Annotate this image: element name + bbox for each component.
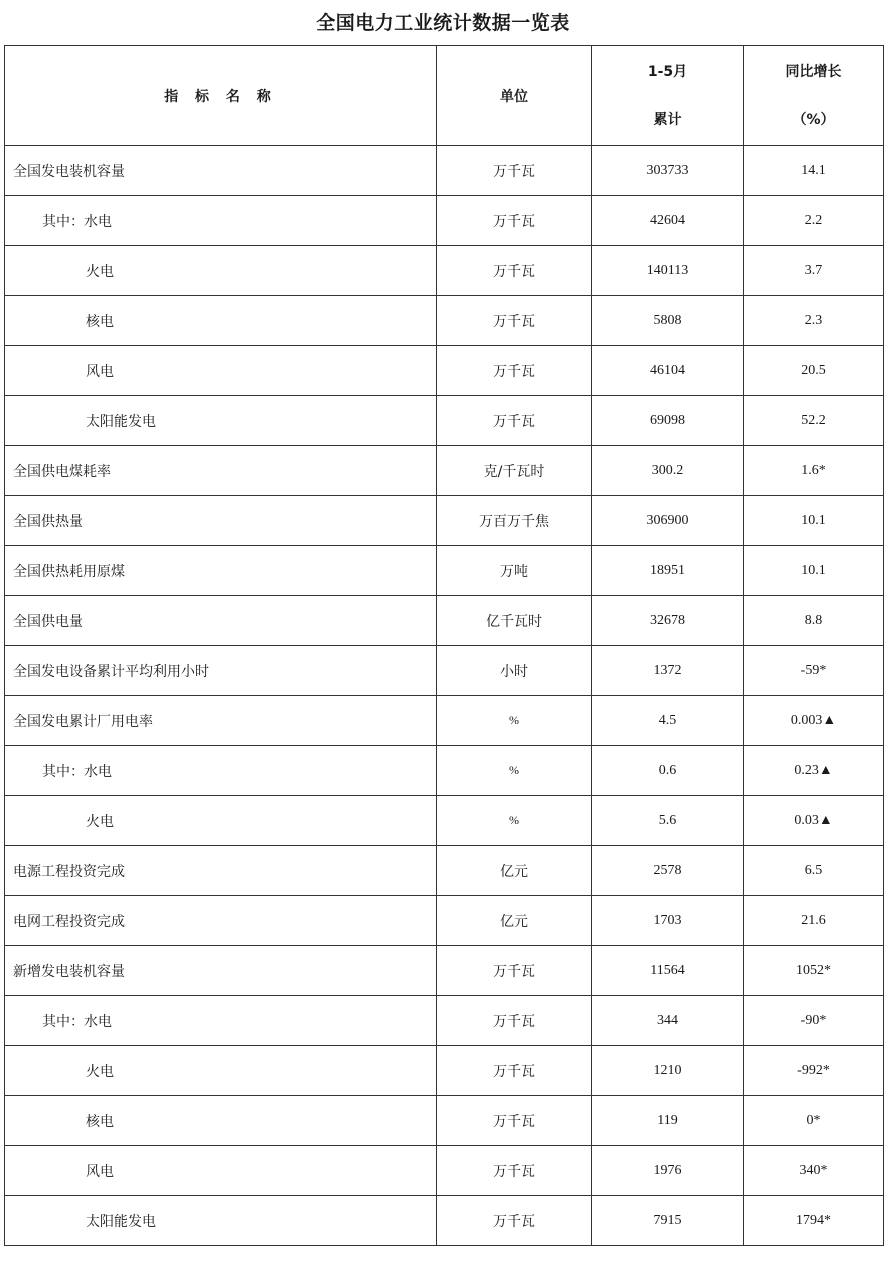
row-cumulative-value: 303733 — [592, 146, 744, 196]
table-row — [5, 246, 884, 296]
row-cumulative-value: 69098 — [592, 396, 744, 446]
row-indicator-name: 太阳能发电 — [5, 1196, 437, 1246]
row-indicator-name: 全国供热耗用原煤 — [5, 546, 437, 596]
row-cumulative-value: 7915 — [592, 1196, 744, 1246]
row-unit: 万千瓦 — [437, 146, 592, 196]
table-row — [5, 396, 884, 446]
table-row — [5, 596, 884, 646]
row-unit: 万千瓦 — [437, 1046, 592, 1096]
row-cumulative-value: 11564 — [592, 946, 744, 996]
table-row — [5, 746, 884, 796]
row-unit: 万百万千焦 — [437, 496, 592, 546]
table-row — [5, 446, 884, 496]
header-indicator-name: 指 标 名 称 — [5, 46, 437, 146]
row-indicator-name: 核电 — [5, 296, 437, 346]
row-cumulative-value: 1703 — [592, 896, 744, 946]
row-yoy-growth: 1052* — [744, 946, 884, 996]
header-period — [592, 46, 744, 146]
row-yoy-growth: 1794* — [744, 1196, 884, 1246]
row-yoy-growth: -90* — [744, 996, 884, 1046]
table-row — [5, 296, 884, 346]
row-yoy-growth: 3.7 — [744, 246, 884, 296]
row-indicator-name: 电源工程投资完成 — [5, 846, 437, 896]
row-indicator-name: 火电 — [5, 796, 437, 846]
row-indicator-name: 全国供电煤耗率 — [5, 446, 437, 496]
row-yoy-growth: 20.5 — [744, 346, 884, 396]
row-yoy-growth: -992* — [744, 1046, 884, 1096]
row-indicator-name: 全国供热量 — [5, 496, 437, 546]
row-indicator-name: 火电 — [5, 246, 437, 296]
row-indicator-name: 核电 — [5, 1096, 437, 1146]
row-indicator-name: 太阳能发电 — [5, 396, 437, 446]
row-yoy-growth: 1.6* — [744, 446, 884, 496]
row-indicator-name: 风电 — [5, 1146, 437, 1196]
row-unit: 万千瓦 — [437, 996, 592, 1046]
row-unit: 克/千瓦时 — [437, 446, 592, 496]
row-cumulative-value: 306900 — [592, 496, 744, 546]
table-row — [5, 196, 884, 246]
table-row — [5, 1146, 884, 1196]
row-yoy-growth: 0.03▲ — [744, 796, 884, 846]
row-unit: % — [437, 746, 592, 796]
row-unit: 万千瓦 — [437, 1146, 592, 1196]
row-cumulative-value: 119 — [592, 1096, 744, 1146]
row-cumulative-value: 46104 — [592, 346, 744, 396]
row-indicator-name: 其中：水电 — [5, 996, 437, 1046]
table-row — [5, 496, 884, 546]
header-unit: 单位 — [437, 46, 592, 146]
row-unit: 亿千瓦时 — [437, 596, 592, 646]
row-unit: 万千瓦 — [437, 946, 592, 996]
row-yoy-growth: 6.5 — [744, 846, 884, 896]
row-cumulative-value: 300.2 — [592, 446, 744, 496]
row-unit: 万千瓦 — [437, 1196, 592, 1246]
header-yoy — [744, 46, 884, 146]
row-indicator-name: 全国发电累计厂用电率 — [5, 696, 437, 746]
row-yoy-growth: 2.3 — [744, 296, 884, 346]
row-unit: 万千瓦 — [437, 246, 592, 296]
row-yoy-growth: 10.1 — [744, 496, 884, 546]
row-unit: % — [437, 796, 592, 846]
table-row — [5, 546, 884, 596]
row-indicator-name: 新增发电装机容量 — [5, 946, 437, 996]
table-row — [5, 1096, 884, 1146]
row-cumulative-value: 1210 — [592, 1046, 744, 1096]
row-yoy-growth: 14.1 — [744, 146, 884, 196]
row-unit: 小时 — [437, 646, 592, 696]
row-unit: 亿元 — [437, 846, 592, 896]
row-unit: 万千瓦 — [437, 1096, 592, 1146]
table-row — [5, 946, 884, 996]
row-cumulative-value: 5.6 — [592, 796, 744, 846]
table-header-row — [5, 46, 884, 146]
row-unit: 万千瓦 — [437, 196, 592, 246]
row-yoy-growth: 340* — [744, 1146, 884, 1196]
row-cumulative-value: 344 — [592, 996, 744, 1046]
header-period-line2: 累计 — [653, 111, 682, 128]
row-yoy-growth: 21.6 — [744, 896, 884, 946]
table-row — [5, 796, 884, 846]
row-cumulative-value: 32678 — [592, 596, 744, 646]
row-unit: 万吨 — [437, 546, 592, 596]
page-title: 全国电力工业统计数据一览表 — [316, 12, 570, 34]
table-row — [5, 146, 884, 196]
row-yoy-growth: 52.2 — [744, 396, 884, 446]
row-indicator-name: 火电 — [5, 1046, 437, 1096]
row-yoy-growth: -59* — [744, 646, 884, 696]
row-unit: 万千瓦 — [437, 396, 592, 446]
row-cumulative-value: 0.6 — [592, 746, 744, 796]
table-row — [5, 1196, 884, 1246]
row-unit: % — [437, 696, 592, 746]
row-yoy-growth: 10.1 — [744, 546, 884, 596]
row-cumulative-value: 1976 — [592, 1146, 744, 1196]
row-cumulative-value: 18951 — [592, 546, 744, 596]
row-indicator-name: 其中：水电 — [5, 196, 437, 246]
row-indicator-name: 全国发电装机容量 — [5, 146, 437, 196]
header-yoy-line1: 同比增长 — [785, 63, 842, 80]
row-indicator-name: 其中：水电 — [5, 746, 437, 796]
header-period-line1: 1-5月 — [647, 63, 688, 80]
row-unit: 万千瓦 — [437, 346, 592, 396]
row-indicator-name: 全国供电量 — [5, 596, 437, 646]
row-cumulative-value: 4.5 — [592, 696, 744, 746]
header-yoy-line2: （%） — [792, 111, 835, 128]
table-row — [5, 896, 884, 946]
row-cumulative-value: 1372 — [592, 646, 744, 696]
row-unit: 亿元 — [437, 896, 592, 946]
row-indicator-name: 全国发电设备累计平均利用小时 — [5, 646, 437, 696]
table-row — [5, 646, 884, 696]
table-row — [5, 996, 884, 1046]
row-yoy-growth: 0.23▲ — [744, 746, 884, 796]
row-cumulative-value: 5808 — [592, 296, 744, 346]
row-yoy-growth: 0.003▲ — [744, 696, 884, 746]
row-yoy-growth: 8.8 — [744, 596, 884, 646]
table-row — [5, 1046, 884, 1096]
row-indicator-name: 电网工程投资完成 — [5, 896, 437, 946]
table-row — [5, 696, 884, 746]
row-yoy-growth: 2.2 — [744, 196, 884, 246]
row-yoy-growth: 0* — [744, 1096, 884, 1146]
statistics-table — [4, 45, 884, 1246]
row-unit: 万千瓦 — [437, 296, 592, 346]
row-indicator-name: 风电 — [5, 346, 437, 396]
row-cumulative-value: 2578 — [592, 846, 744, 896]
row-cumulative-value: 140113 — [592, 246, 744, 296]
row-cumulative-value: 42604 — [592, 196, 744, 246]
table-body — [5, 146, 884, 1246]
table-row — [5, 846, 884, 896]
table-row — [5, 346, 884, 396]
